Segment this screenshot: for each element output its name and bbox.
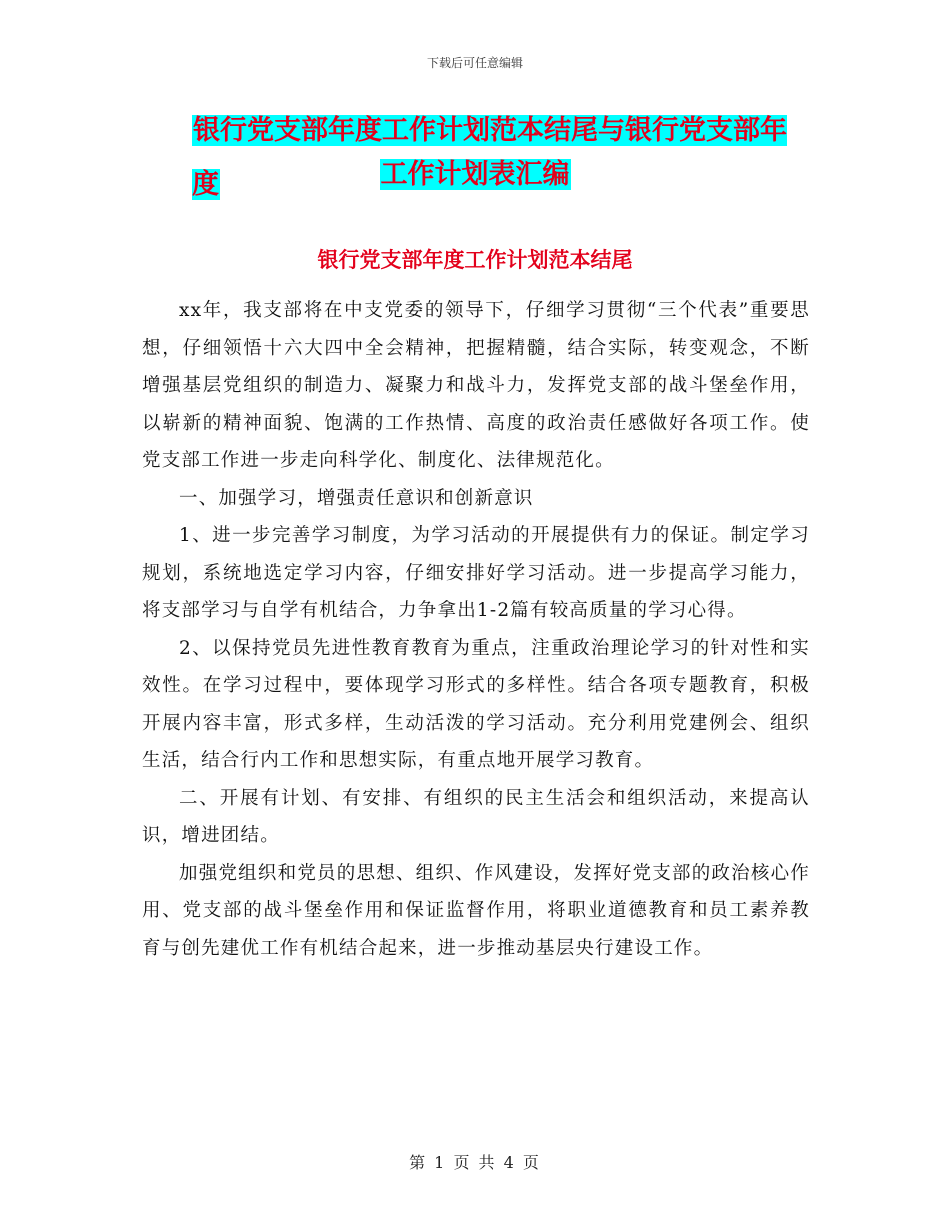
title-highlight-1: 银行党支部年度工作计划范本结尾与银行党支部年度 (192, 115, 787, 200)
document-body (142, 292, 810, 967)
paragraph-intro: xx年，我支部将在中支党委的领导下，仔细学习贯彻“三个代表”重要思想，仔细领悟十六大四中全会精神，把握精髓，结合实际，转变观念，不断增强基层党组织的制造力、凝聚力和战斗力，发挥党支部的战斗堡垒作用，以崭新的精神面貌、饱满的工作热情、高度的政治责任感做好各项工作。使党支部工作进一步走向科学化、制度化、法律规范化。 (142, 300, 810, 471)
document-title-line-2 (0, 148, 950, 202)
paragraph-item-2: 2、以保持党员先进性教育教育为重点，注重政治理论学习的针对性和实效性。在学习过程中，要体现学习形式的多样性。结合各项专题教育，积极开展内容丰富，形式多样，生动活泼的学习活动。充分利用党建例会、组织生活，结合行内工作和思想实际，有重点地开展学习教育。 (142, 637, 810, 771)
paragraph-item-1: 1、进一步完善学习制度，为学习活动的开展提供有力的保证。制定学习规划，系统地选定学习内容，仔细安排好学习活动。进一步提高学习能力，将支部学习与自学有机结合，力争拿出1-2篇有较高质量的学习心得。 (142, 525, 810, 621)
header-note: 下载后可任意编辑 (426, 56, 523, 70)
paragraph-section-2: 加强党组织和党员的思想、组织、作风建设，发挥好党支部的政治核心作用、党支部的战斗堡垒作用和保证监督作用，将职业道德教育和员工素养教育与创先建优工作有机结合起来，进一步推动基层央行建设工作。 (142, 862, 810, 959)
heading-section-1: 一、加强学习，增强责任意识和创新意识 (179, 487, 534, 509)
page-footer: 第 1 页 共 4 页 (409, 1153, 541, 1172)
section-title: 银行党支部年度工作计划范本结尾 (317, 248, 633, 272)
title-highlight-2: 工作计划表汇编 (380, 159, 570, 190)
heading-section-2: 二、开展有计划、有安排、有组织的民主生活会和组织活动，来提高认识，增进团结。 (142, 787, 810, 846)
